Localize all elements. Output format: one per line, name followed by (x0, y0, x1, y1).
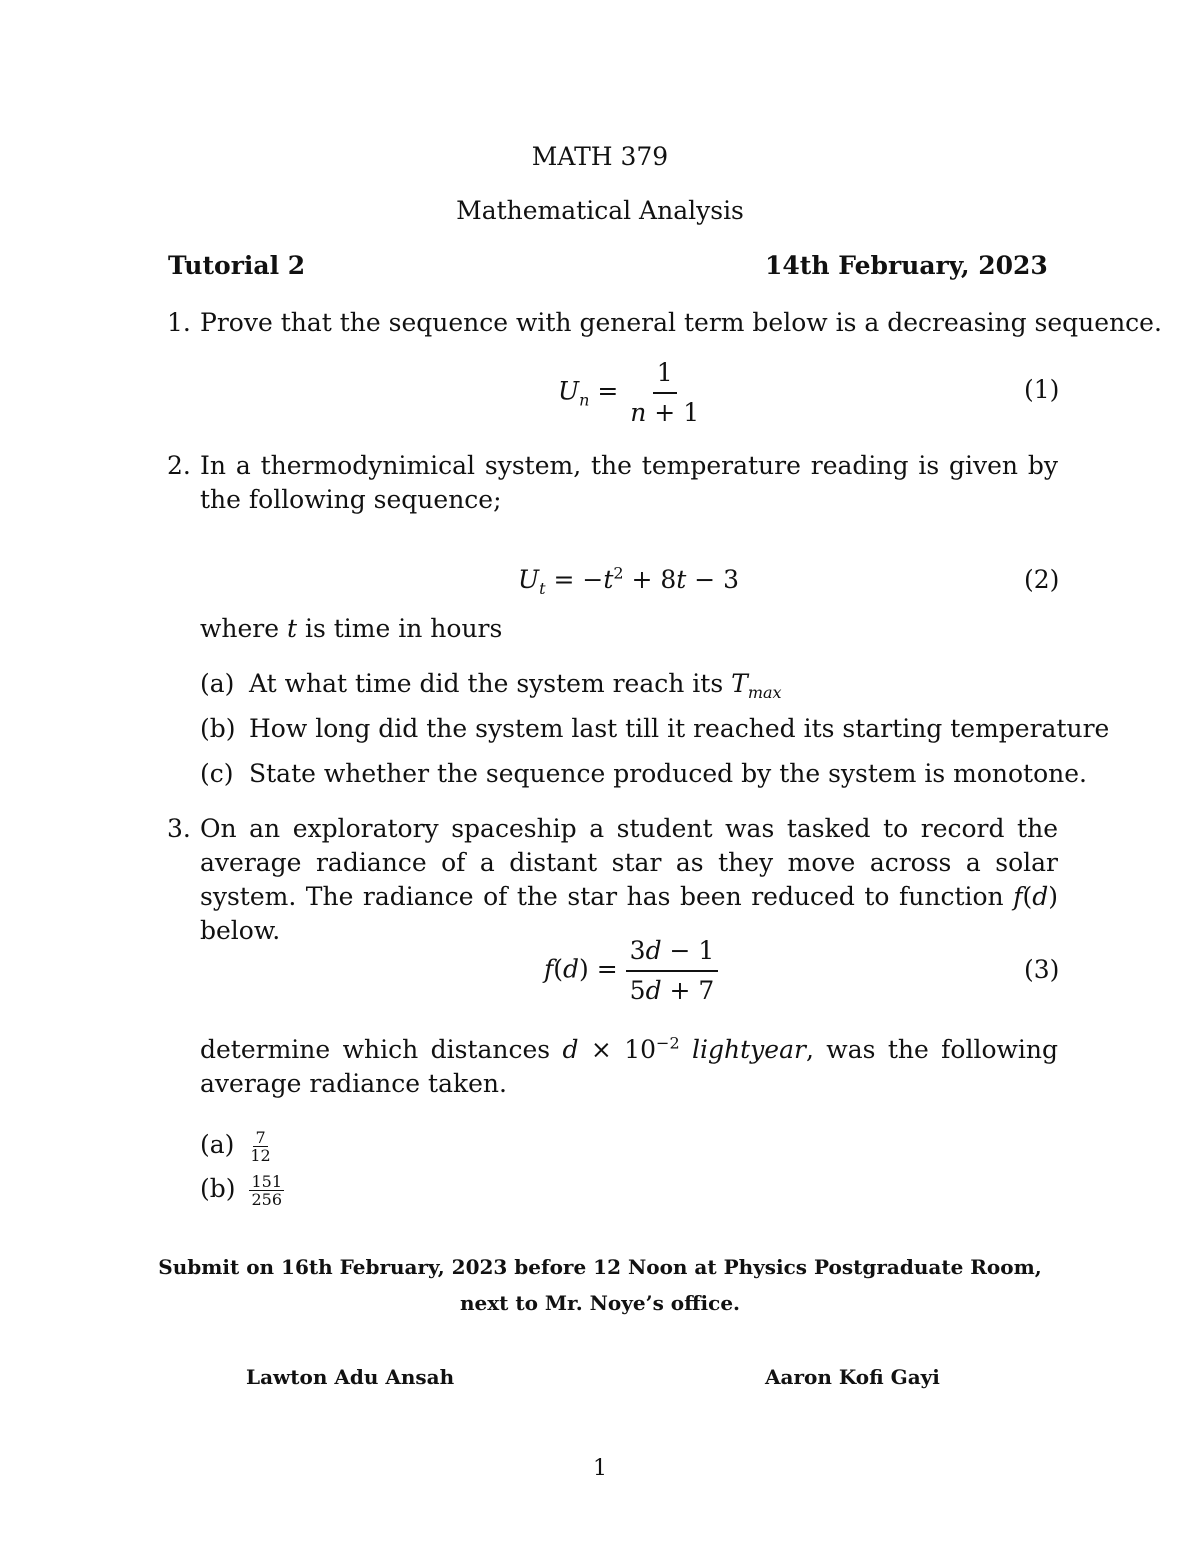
course-code: MATH 379 (531, 142, 669, 171)
tutorial-date: 14th February, 2023 (765, 251, 1048, 280)
author-1: Lawton Adu Ansah (246, 1365, 455, 1389)
q3-part-b: (b) $\frac{151}{256}$ (200, 1172, 283, 1209)
q1-equation-label: (1) (1024, 375, 1060, 404)
tutorial-label: Tutorial 2 (168, 251, 306, 280)
q2-equation-label: (2) (1024, 565, 1060, 594)
author-2: Aaron Kofi Gayi (765, 1365, 940, 1389)
course-title: Mathematical Analysis (456, 196, 744, 225)
q1-fraction: $\frac{1}{n + 1}$ (630, 358, 700, 427)
q1-equation: $U_n$ = $\frac{1}{n + 1}$ (558, 356, 703, 430)
q2-part-a-label: (a) (200, 669, 235, 698)
q2-part-c-label: (c) (200, 759, 234, 788)
q3-part-a: (a) $\frac{7}{12}$ (200, 1128, 271, 1165)
q3-fraction: $\frac{3d - 1}{5d + 7}$ (626, 934, 719, 1008)
q2-part-c-text: State whether the sequence produced by the system is monotone. (249, 759, 1087, 788)
submit-line-2: next to Mr. Noye’s office. (459, 1291, 741, 1315)
q3-number: 3. (167, 814, 191, 843)
q2-part-a-text: At what time did the system reach its $T_{max}$ (249, 669, 782, 702)
q3-determine: determine which distances $d \times 10^{-2}$ lightyear, was the following average radiance taken. (200, 1033, 1058, 1098)
q2-text: In a thermodynimical system, the temperature reading is given by the following sequence; (200, 451, 1058, 514)
q2-part-b-text: How long did the system last till it reached its starting temperature (249, 714, 1110, 743)
q2-where: where t is time in hours (200, 614, 503, 643)
q2-equation: $U_t = -t^2 + 8t - 3$ (518, 563, 740, 598)
submit-line-1: Submit on 16th February, 2023 before 12 Noon at Physics Postgraduate Room, (158, 1255, 1042, 1279)
q3-equation-label: (3) (1024, 955, 1060, 984)
q1-text: Prove that the sequence with general term below is a decreasing sequence. (200, 308, 1162, 337)
q3-part-a-fraction: $\frac{7}{12}$ (250, 1128, 271, 1165)
q3-text: On an exploratory spaceship a student was tasked to record the average radiance of a distant star as they move across a solar system. The radiance of the star has been reduced to function f(d) below. (200, 814, 1058, 945)
q1-number: 1. (167, 308, 191, 337)
q2-number: 2. (167, 451, 191, 480)
q3-part-b-fraction: $\frac{151}{256}$ (251, 1172, 283, 1209)
page-number: 1 (593, 1456, 607, 1481)
q2-part-b-label: (b) (200, 714, 236, 743)
q3-equation: f(d) = $\frac{3d - 1}{5d + 7}$ (544, 934, 718, 1008)
